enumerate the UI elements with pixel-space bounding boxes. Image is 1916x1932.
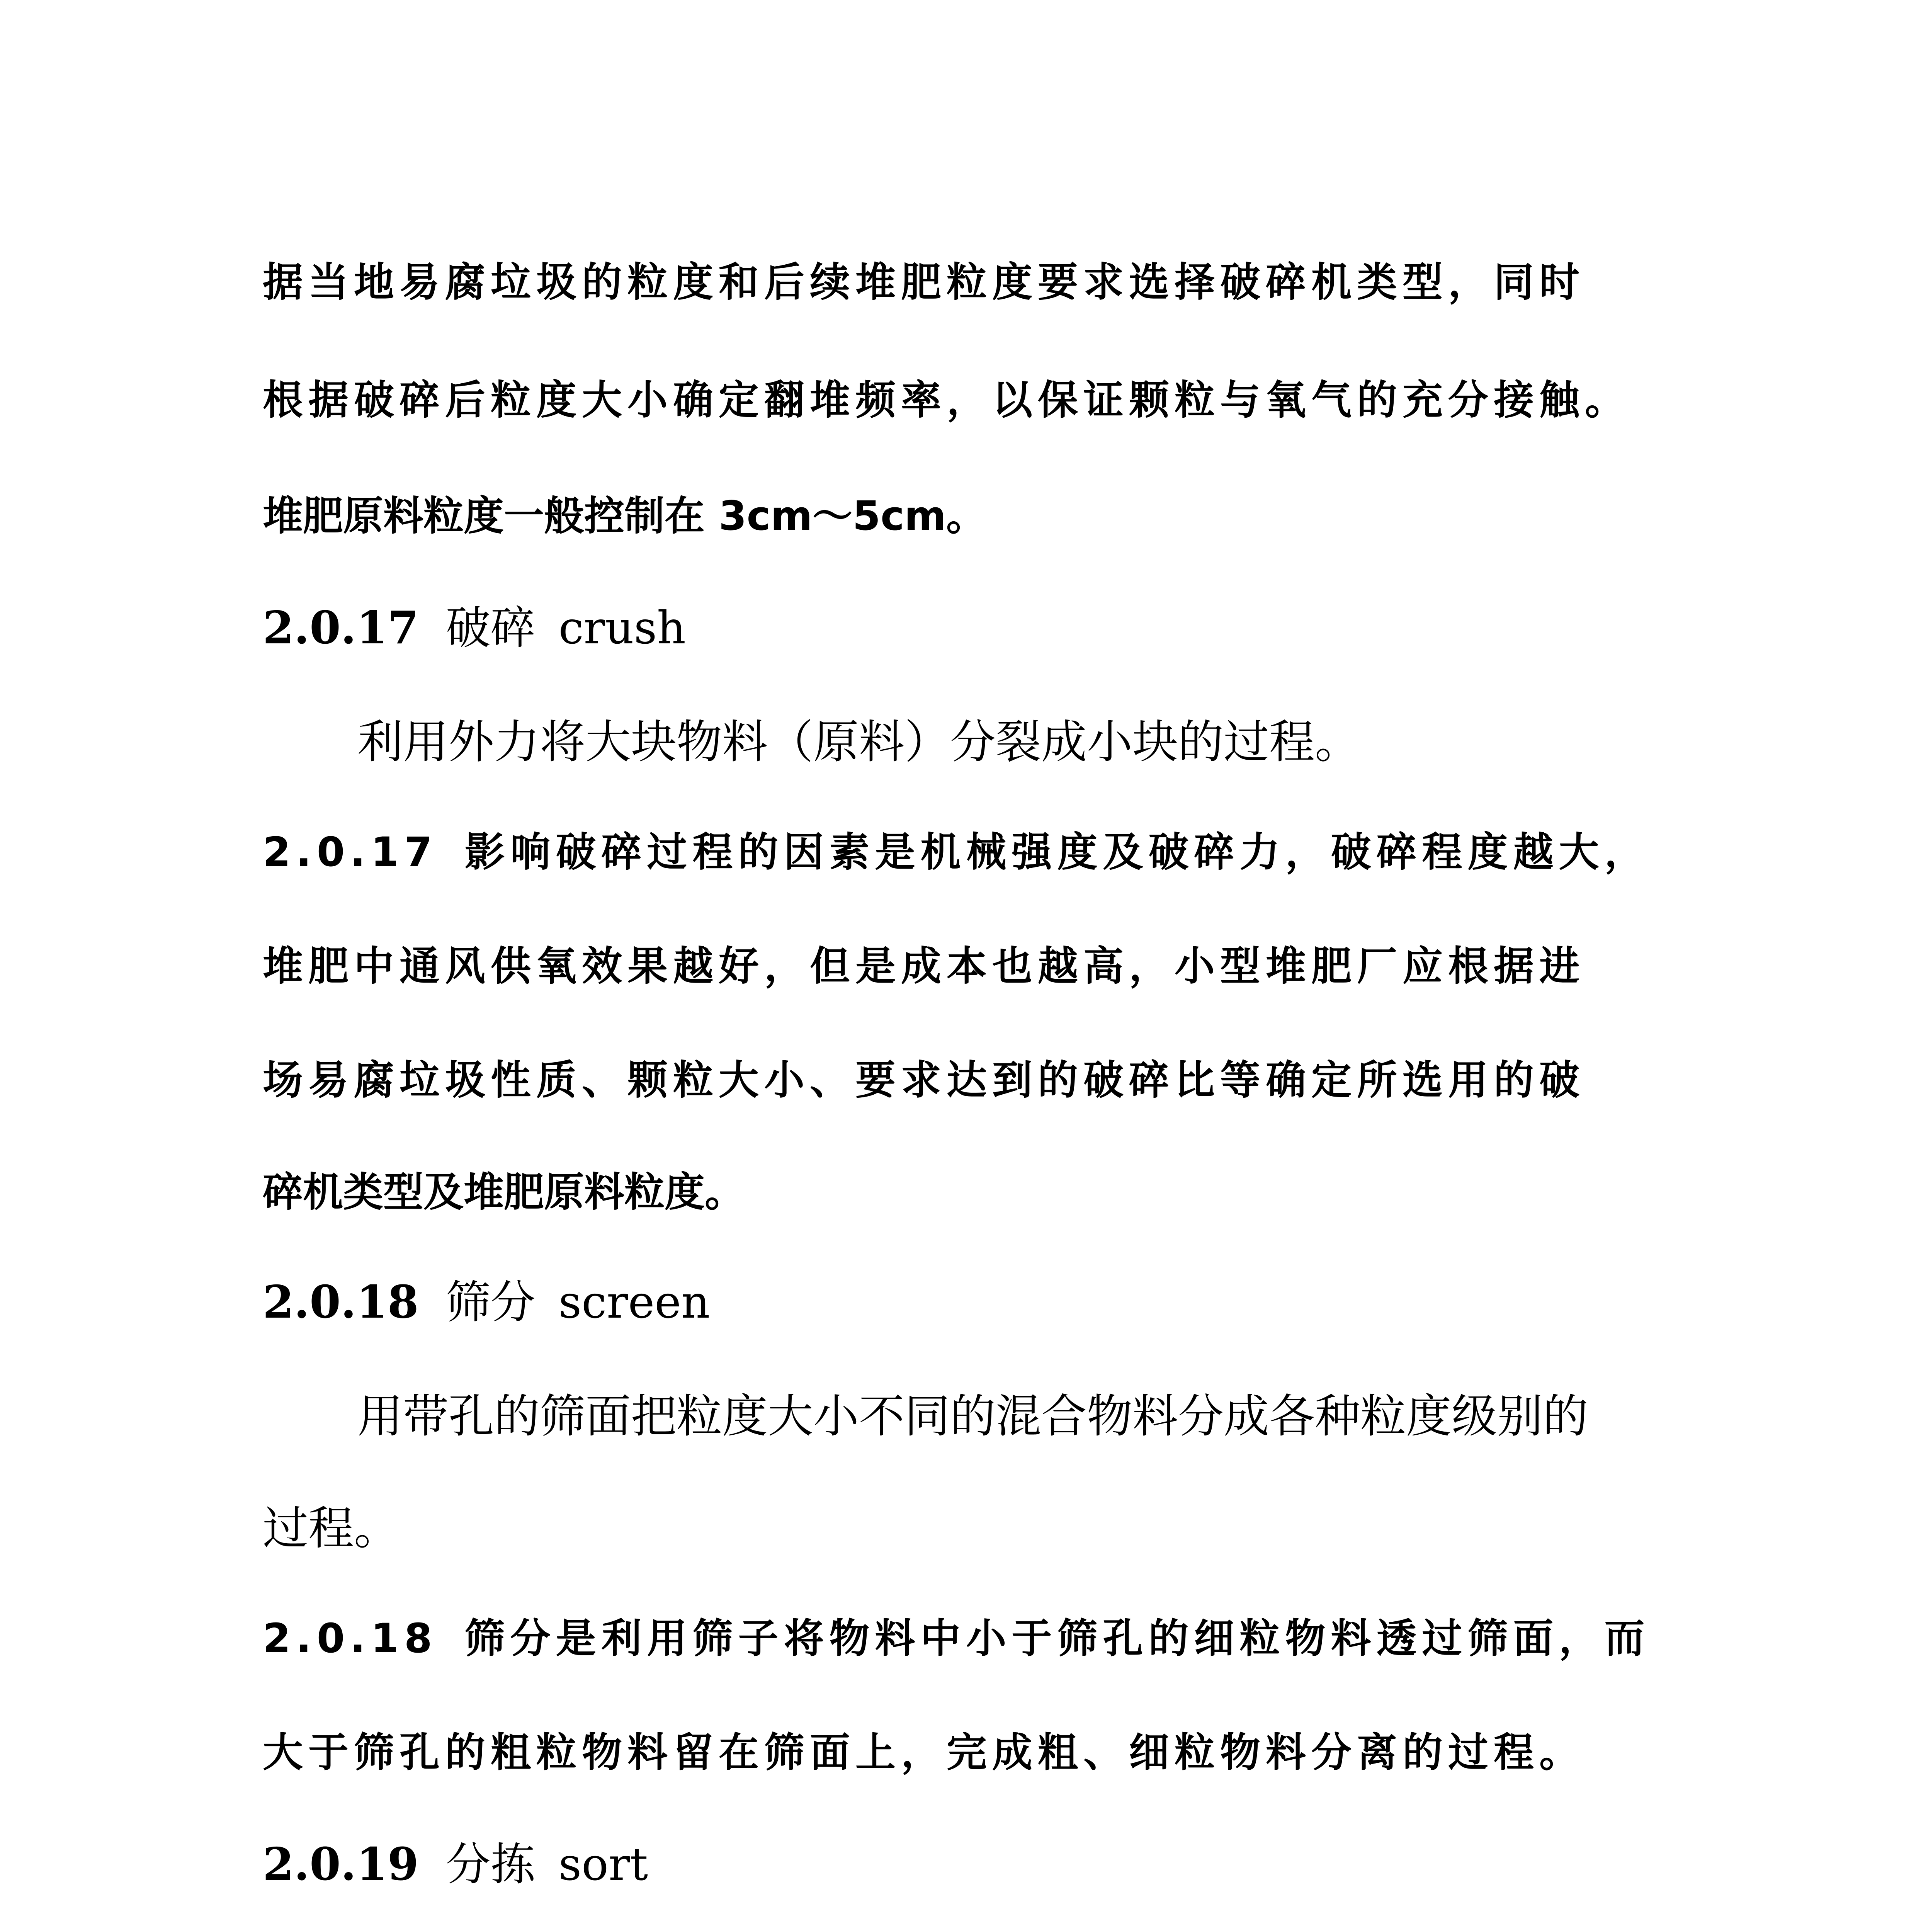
- clause-definition-line: 用带孔的筛面把粒度大小不同的混合物料分成各种粒度级别的: [357, 1389, 1589, 1443]
- explanation-line-2: 大于筛孔的粗粒物料留在筛面上，完成粗、细粒物料分离的过程。: [263, 1729, 1585, 1776]
- clause-definition-line: 过程。: [263, 1502, 400, 1555]
- explanation-number: 2.0.18: [263, 1615, 438, 1662]
- explanation-line-4: 碎机类型及堆肥原料粒度。: [263, 1168, 745, 1216]
- explanation-line-3: 场易腐垃圾性质、颗粒大小、要求达到的破碎比等确定所选用的破: [263, 1056, 1585, 1104]
- clause-term-cn: 筛分: [445, 1276, 536, 1328]
- explanation-line-1: [0, 1607, 1916, 1669]
- clause-heading-2-0-19: [0, 1832, 1916, 1897]
- explanation-line-1: [0, 821, 1916, 883]
- clause-term-en: crush: [558, 602, 686, 654]
- clause-heading-2-0-17: [0, 595, 1916, 661]
- explanation-number: 2.0.17: [263, 828, 438, 876]
- clause-term-en: screen: [558, 1276, 710, 1328]
- explanation-line-2: 堆肥中通风供氧效果越好，但是成本也越高，小型堆肥厂应根据进: [263, 942, 1585, 990]
- continuation-line-3: 堆肥原料粒度一般控制在 3cm～5cm。: [263, 492, 986, 539]
- clause-term-cn: 分拣: [445, 1838, 536, 1891]
- explanation-text: 筛分是利用筛子将物料中小于筛孔的细粒物料透过筛面，而: [464, 1615, 1650, 1662]
- continuation-line-2: 根据破碎后粒度大小确定翻堆频率，以保证颗粒与氧气的充分接触。: [263, 376, 1631, 423]
- clause-term-cn: 破碎: [445, 602, 536, 654]
- clause-number: 2.0.19: [263, 1838, 419, 1891]
- clause-heading-2-0-18: [0, 1269, 1916, 1335]
- clause-term-en: sort: [558, 1838, 648, 1891]
- explanation-text: 影响破碎过程的因素是机械强度及破碎力，破碎程度越大，: [464, 828, 1650, 876]
- continuation-line-1: 据当地易腐垃圾的粒度和后续堆肥粒度要求选择破碎机类型，同时: [263, 259, 1585, 306]
- clause-definition-line: 利用外力将大块物料（原料）分裂成小块的过程。: [357, 715, 1361, 769]
- clause-number: 2.0.17: [263, 602, 419, 654]
- clause-number: 2.0.18: [263, 1276, 419, 1328]
